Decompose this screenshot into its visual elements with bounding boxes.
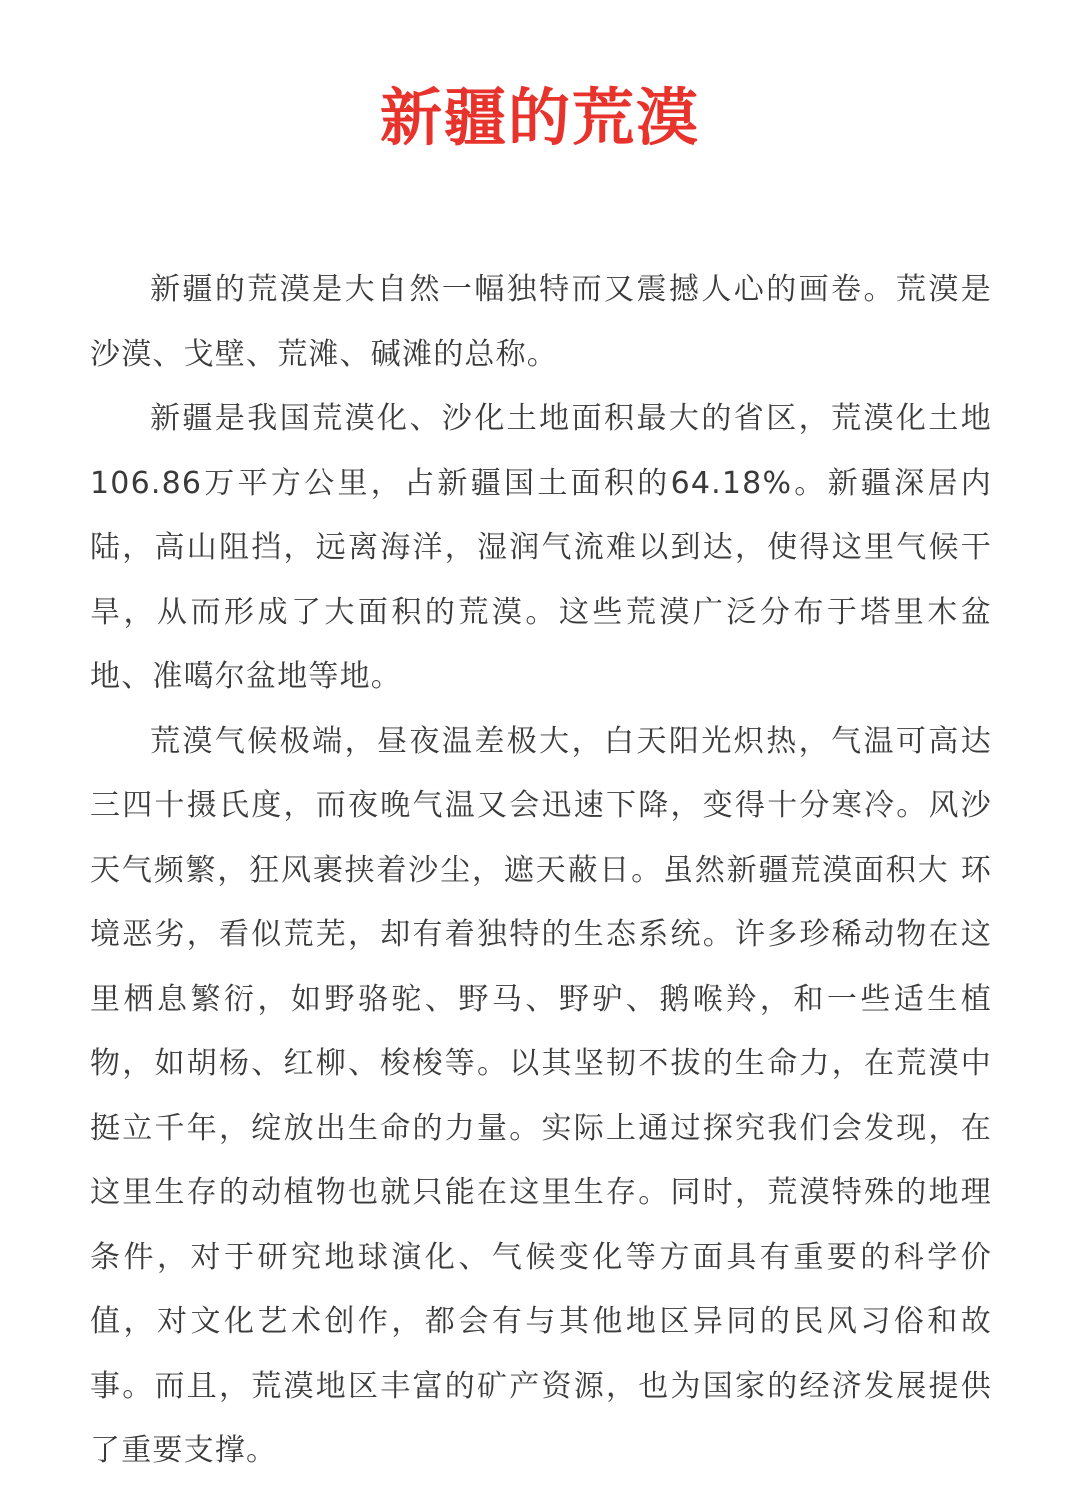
paragraph: 新疆的荒漠是大自然一幅独特而又震撼人心的画卷。荒漠是沙漠、戈壁、荒滩、碱滩的总称。 bbox=[90, 272, 992, 372]
paragraph: 新疆是我国荒漠化、沙化土地面积最大的省区，荒漠化土地106.86万平方公里，占新疆国土面积的64.18%。新疆深居内陆，高山阻挡，远离海洋，湿润气流难以到达，使得这里气候干旱，从而形成了大面积的荒漠。这些荒漠广泛分布于塔里木盆地、准噶尔盆地等地。 bbox=[90, 401, 992, 694]
article-title: 新疆的荒漠 bbox=[379, 81, 700, 154]
paragraph: 荒漠气候极端，昼夜温差极大，白天阳光炽热，气温可高达三四十摄氏度，而夜晚气温又会迅速下降，变得十分寒冷。风沙天气频繁，狂风裹挟着沙尘，遮天蔽日。虽然新疆荒漠面积大 环境恶劣，看似荒芜，却有着独特的生态系统。许多珍稀动物在这里栖息繁衍，如野骆驼、野马、野驴、鹅喉羚，和一些适生植物，如胡杨、红柳、梭梭等。以其坚韧不拔的生命力，在荒漠中挺立千年，绽放出生命的力量。实际上通过探究我们会发现，在这里生存的动植物也就只能在这里生存。同时，荒漠特殊的地理条件，对于研究地球演化、气候变化等方面具有重要的科学价值，对文化艺术创作，都会有与其他地区异同的民风习俗和故事。而且，荒漠地区丰富的矿产资源，也为国家的经济发展提供了重要支撑。 bbox=[90, 723, 992, 1468]
article-body bbox=[90, 258, 992, 1484]
